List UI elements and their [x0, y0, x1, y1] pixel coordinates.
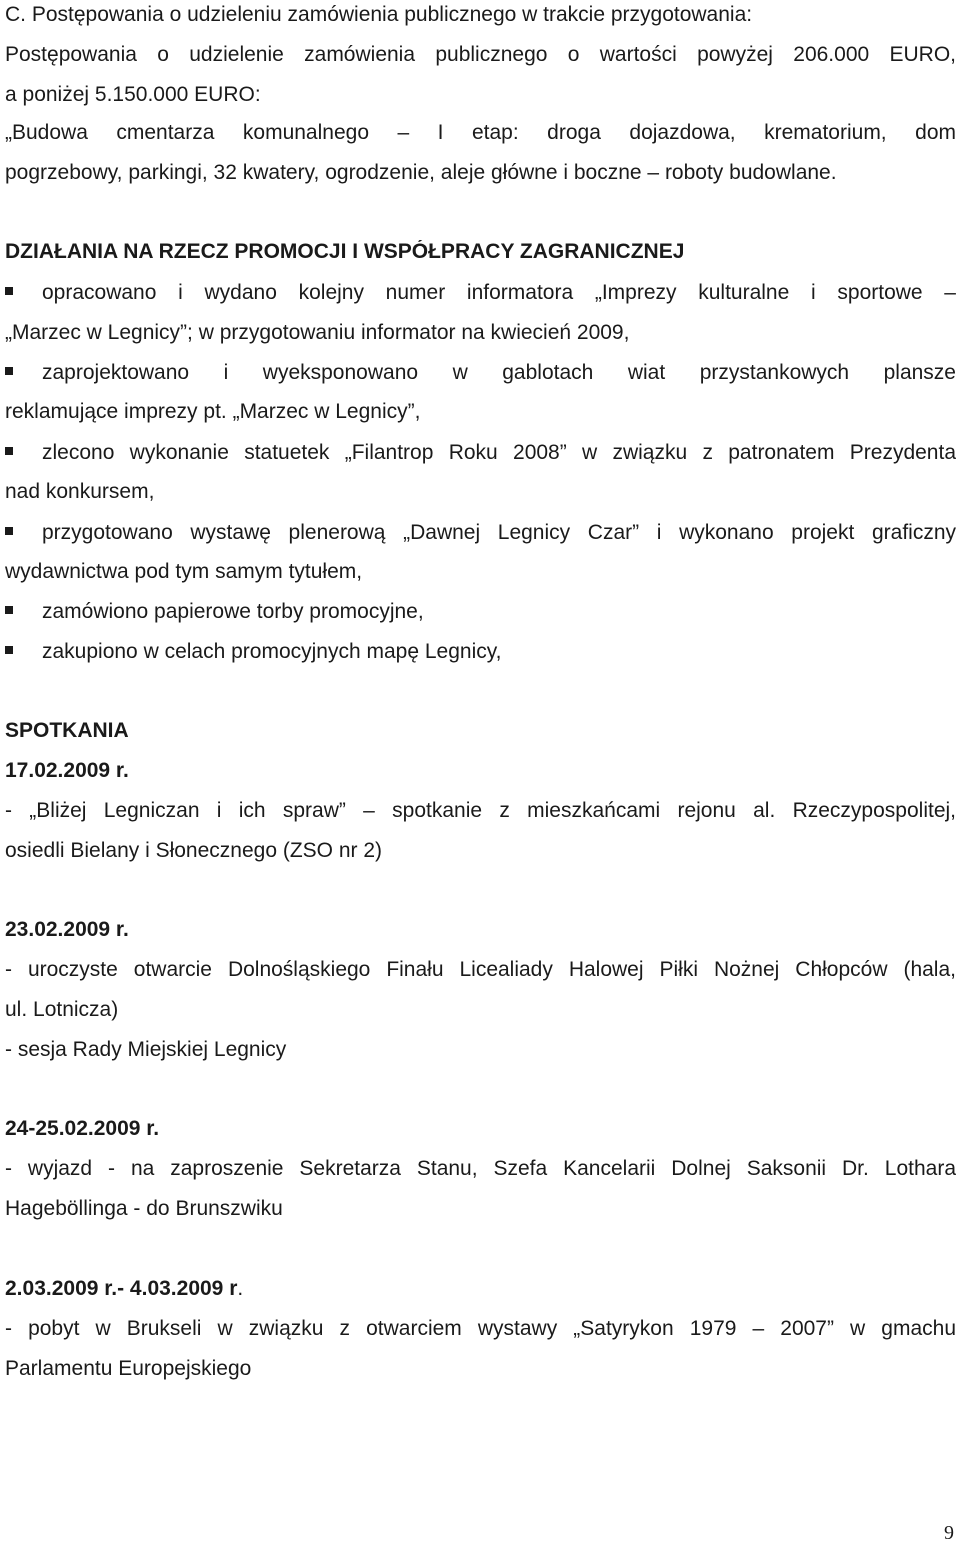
promotion-item-1-line-2: „Marzec w Legnicy”; w przygotowaniu informator na kwiecień 2009,	[5, 321, 630, 344]
promotion-item-4-line-1: przygotowano wystawę plenerową „Dawnej Legnicy Czar” i wykonano projekt graficzny	[42, 521, 956, 544]
bullet-icon	[5, 646, 13, 654]
meeting-3-line-1: - wyjazd - na zaproszenie Sekretarza Stanu, Szefa Kancelarii Dolnej Saksonii Dr. Lothara	[5, 1157, 956, 1180]
promotion-heading: DZIAŁANIA NA RZECZ PROMOCJI I WSPÓŁPRACY ZAGRANICZNEJ	[5, 240, 685, 263]
meeting-3-line-2: Hageböllinga - do Brunszwiku	[5, 1197, 283, 1220]
meeting-2-line-2: ul. Lotnicza)	[5, 998, 119, 1021]
meeting-1-line-1: - „Bliżej Legniczan i ich spraw” – spotkanie z mieszkańcami rejonu al. Rzeczypospolitej,	[5, 799, 956, 822]
meeting-4-line-2: Parlamentu Europejskiego	[5, 1357, 252, 1380]
meeting-2-line-3: - sesja Rady Miejskiej Legnicy	[5, 1038, 287, 1061]
meeting-date-4-bold: 2.03.2009 r.- 4.03.2009 r	[5, 1277, 238, 1300]
section-c-line-5: pogrzebowy, parkingi, 32 kwatery, ogrodzenie, aleje główne i boczne – roboty budowlane.	[5, 161, 837, 184]
promotion-item-3-line-1: zlecono wykonanie statuetek „Filantrop Roku 2008” w związku z patronatem Prezydenta	[42, 441, 956, 464]
meeting-date-4	[5, 1277, 956, 1301]
meeting-date-4-suffix: .	[237, 1277, 244, 1300]
meetings-heading: SPOTKANIA	[5, 719, 129, 742]
page-number: 9	[944, 1522, 954, 1544]
promotion-item-3-line-2: nad konkursem,	[5, 480, 155, 503]
bullet-icon	[5, 447, 13, 455]
meeting-4-line-1: - pobyt w Brukseli w związku z otwarciem wystawy „Satyrykon 1979 – 2007” w gmachu	[5, 1317, 956, 1340]
section-c-line-4: „Budowa cmentarza komunalnego – I etap: droga dojazdowa, krematorium, dom	[5, 121, 956, 144]
bullet-icon	[5, 606, 13, 614]
promotion-item-2-line-1: zaprojektowano i wyeksponowano w gablotach wiat przystankowych plansze	[42, 361, 956, 384]
promotion-item-2-line-2: reklamujące imprezy pt. „Marzec w Legnicy”,	[5, 400, 421, 423]
meeting-2-line-1: - uroczyste otwarcie Dolnośląskiego Finału Licealiady Halowej Piłki Nożnej Chłopców (hala,	[5, 958, 956, 981]
section-c-line-3: a poniżej 5.150.000 EURO:	[5, 83, 261, 106]
meeting-1-line-2: osiedli Bielany i Słonecznego (ZSO nr 2)	[5, 839, 383, 862]
section-c-heading: C. Postępowania o udzieleniu zamówienia publicznego w trakcie przygotowania:	[5, 3, 753, 26]
promotion-item-6: zakupiono w celach promocyjnych mapę Legnicy,	[42, 640, 502, 663]
promotion-item-4-line-2: wydawnictwa pod tym samym tytułem,	[5, 560, 363, 583]
meeting-date-3: 24-25.02.2009 r.	[5, 1117, 160, 1140]
promotion-item-5: zamówiono papierowe torby promocyjne,	[42, 600, 424, 623]
meeting-date-2: 23.02.2009 r.	[5, 918, 129, 941]
bullet-icon	[5, 287, 13, 295]
meeting-date-1: 17.02.2009 r.	[5, 759, 129, 782]
bullet-icon	[5, 367, 13, 375]
section-c-line-2: Postępowania o udzielenie zamówienia publicznego o wartości powyżej 206.000 EURO,	[5, 43, 956, 66]
bullet-icon	[5, 527, 13, 535]
promotion-item-1-line-1: opracowano i wydano kolejny numer informatora „Imprezy kulturalne i sportowe –	[42, 281, 956, 304]
